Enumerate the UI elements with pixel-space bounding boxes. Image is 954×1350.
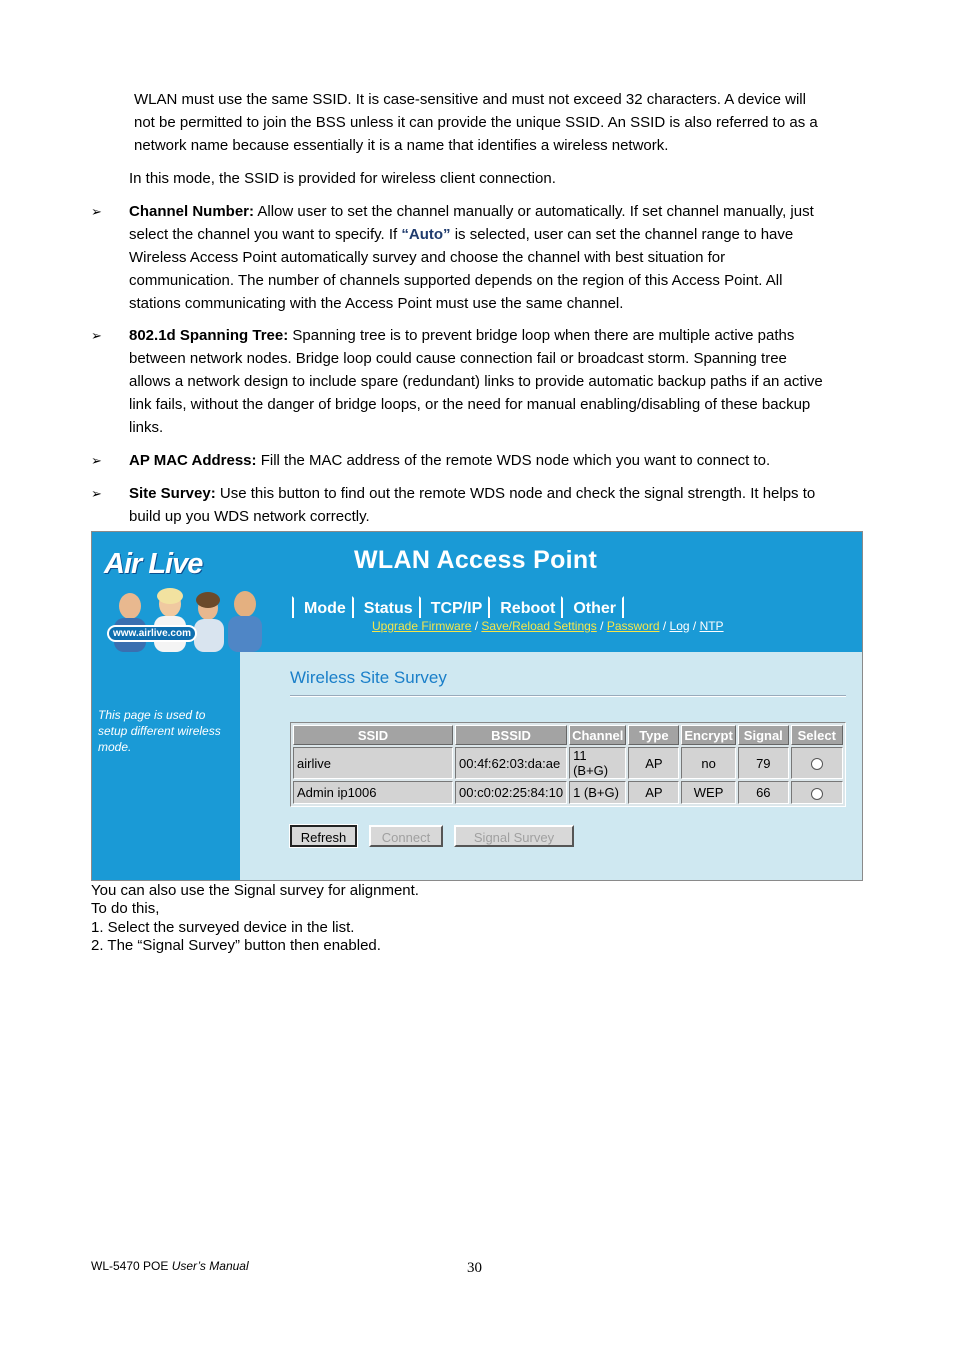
text-line: WLAN must use the same SSID. It is case-sensitive and must not exceed 32 characters. A device will [134, 91, 806, 108]
divider [290, 695, 846, 697]
connect-button[interactable]: Connect [369, 825, 443, 847]
select-radio[interactable] [811, 758, 823, 770]
todo-intro: To do this, [91, 900, 160, 917]
term: AP MAC Address: [129, 452, 257, 469]
separator: / [596, 619, 607, 633]
auto-keyword: “Auto” [401, 226, 451, 243]
step-1: 1. Select the surveyed device in the list. [91, 919, 355, 936]
type-cell: AP [628, 781, 679, 804]
text-line: build up you WDS network correctly. [129, 508, 370, 525]
select-radio[interactable] [811, 788, 823, 800]
text: Fill the MAC address of the remote WDS node which you want to connect to. [256, 452, 771, 469]
table-row [293, 781, 843, 804]
nav-reboot[interactable]: Reboot [488, 596, 561, 618]
ssid-cell: Admin ip1006 [293, 781, 453, 804]
spanning-tree-paragraph [129, 324, 823, 439]
text-line: link fails, without the danger of bridge loops, or the need for manual enabling/disabling of these backup [129, 396, 811, 413]
survey-table [290, 722, 846, 807]
encrypt-cell: WEP [681, 781, 735, 804]
ssid-cell: airlive [293, 747, 453, 779]
bullet-arrow-icon: ➢ [91, 486, 102, 501]
airlive-logo: Air Live [104, 548, 203, 580]
link-save-reload-settings[interactable]: Save/Reload Settings [481, 619, 597, 633]
channel-cell: 11 (B+G) [569, 747, 626, 779]
bssid-cell: 00:4f:62:03:da:ae [455, 747, 567, 779]
text: is selected, user can set the channel range to have [450, 226, 794, 243]
table-row [293, 747, 843, 779]
text: select the channel you want to specify. If [129, 226, 402, 243]
mode-note: In this mode, the SSID is provided for wireless client connection. [129, 170, 556, 187]
type-cell: AP [628, 747, 679, 779]
text-line: stations communicating with the Access Point must use the same channel. [129, 295, 624, 312]
text-line: Wireless Access Point automatically survey and choose the channel with best situation for [129, 249, 726, 266]
ssid-paragraph [134, 88, 818, 157]
text-line: allows a network design to include spare (redundant) links to provide automatic backup paths if an active [129, 373, 823, 390]
main-nav [292, 596, 624, 616]
term: Channel Number: [129, 203, 255, 220]
page-title: Wireless Site Survey [290, 668, 447, 687]
site-survey-paragraph [129, 482, 815, 528]
text: Allow user to set the channel manually or automatically. If set channel manually, just [254, 203, 814, 220]
text-line: links. [129, 419, 164, 436]
col-ssid: SSID [293, 725, 453, 745]
signal-cell: 79 [738, 747, 789, 779]
table-header-row [293, 725, 843, 745]
page-number: 30 [467, 1260, 482, 1276]
text: Use this button to find out the remote WDS node and check the signal strength. It helps to [215, 485, 816, 502]
ap-mac-paragraph [129, 449, 770, 472]
bssid-cell: 00:c0:02:25:84:10 [455, 781, 567, 804]
bullet-arrow-icon: ➢ [91, 453, 102, 468]
link-ntp[interactable]: NTP [699, 619, 724, 633]
encrypt-cell: no [681, 747, 735, 779]
separator: / [659, 619, 670, 633]
text-line: communication. The number of channels supported depends on the region of this Access Point. All [129, 272, 783, 289]
main-content [240, 652, 862, 881]
select-cell [791, 747, 843, 779]
signal-cell: 66 [738, 781, 789, 804]
brand-area [92, 532, 240, 652]
footer-manual-title [91, 1259, 249, 1273]
signal-survey-button[interactable]: Signal Survey [454, 825, 574, 847]
site-survey-screenshot [91, 531, 863, 881]
bullet-arrow-icon: ➢ [91, 204, 102, 219]
separator: / [471, 619, 482, 633]
refresh-button[interactable]: Refresh [290, 825, 357, 847]
nav-status[interactable]: Status [352, 596, 419, 618]
col-bssid: BSSID [455, 725, 567, 745]
link-log[interactable]: Log [669, 619, 690, 633]
header-bar [92, 532, 862, 652]
term: Site Survey: [129, 485, 216, 502]
sidebar-help-text: This page is used to setup different wireless mode. [98, 708, 221, 754]
alignment-note: You can also use the Signal survey for alignment. [91, 882, 419, 899]
term: 802.1d Spanning Tree: [129, 327, 289, 344]
col-encrypt: Encrypt [681, 725, 735, 745]
channel-number-paragraph [129, 200, 814, 315]
text-line: network name because essentially it is a name that identifies a wireless network. [134, 137, 669, 154]
link-password[interactable]: Password [606, 619, 660, 633]
brand-url-badge: www.airlive.com [107, 625, 197, 642]
sub-navigation [372, 619, 724, 633]
bullet-arrow-icon: ➢ [91, 328, 102, 343]
col-channel: Channel [569, 725, 626, 745]
nav-mode[interactable]: Mode [292, 596, 352, 618]
text: Spanning tree is to prevent bridge loop when there are multiple active paths [288, 327, 795, 344]
select-cell [791, 781, 843, 804]
link-upgrade-firmware[interactable]: Upgrade Firmware [372, 619, 472, 633]
text-line: not be permitted to join the BSS unless it can provide the unique SSID. An SSID is also referred to as a [134, 114, 818, 131]
text-line: between network nodes. Bridge loop could cause connection fail or broadcast storm. Spanning tree [129, 350, 787, 367]
step-2: 2. The “Signal Survey” button then enabled. [91, 937, 381, 954]
col-type: Type [628, 725, 679, 745]
col-select: Select [791, 725, 843, 745]
nav-other[interactable]: Other [561, 596, 624, 618]
app-title: WLAN Access Point [354, 546, 598, 574]
separator: / [689, 619, 700, 633]
model: WL-5470 POE [91, 1259, 172, 1273]
manual-label: User’s Manual [171, 1259, 249, 1273]
nav-tcpip[interactable]: TCP/IP [419, 596, 489, 618]
col-signal: Signal [738, 725, 789, 745]
sidebar [92, 652, 240, 881]
channel-cell: 1 (B+G) [569, 781, 626, 804]
